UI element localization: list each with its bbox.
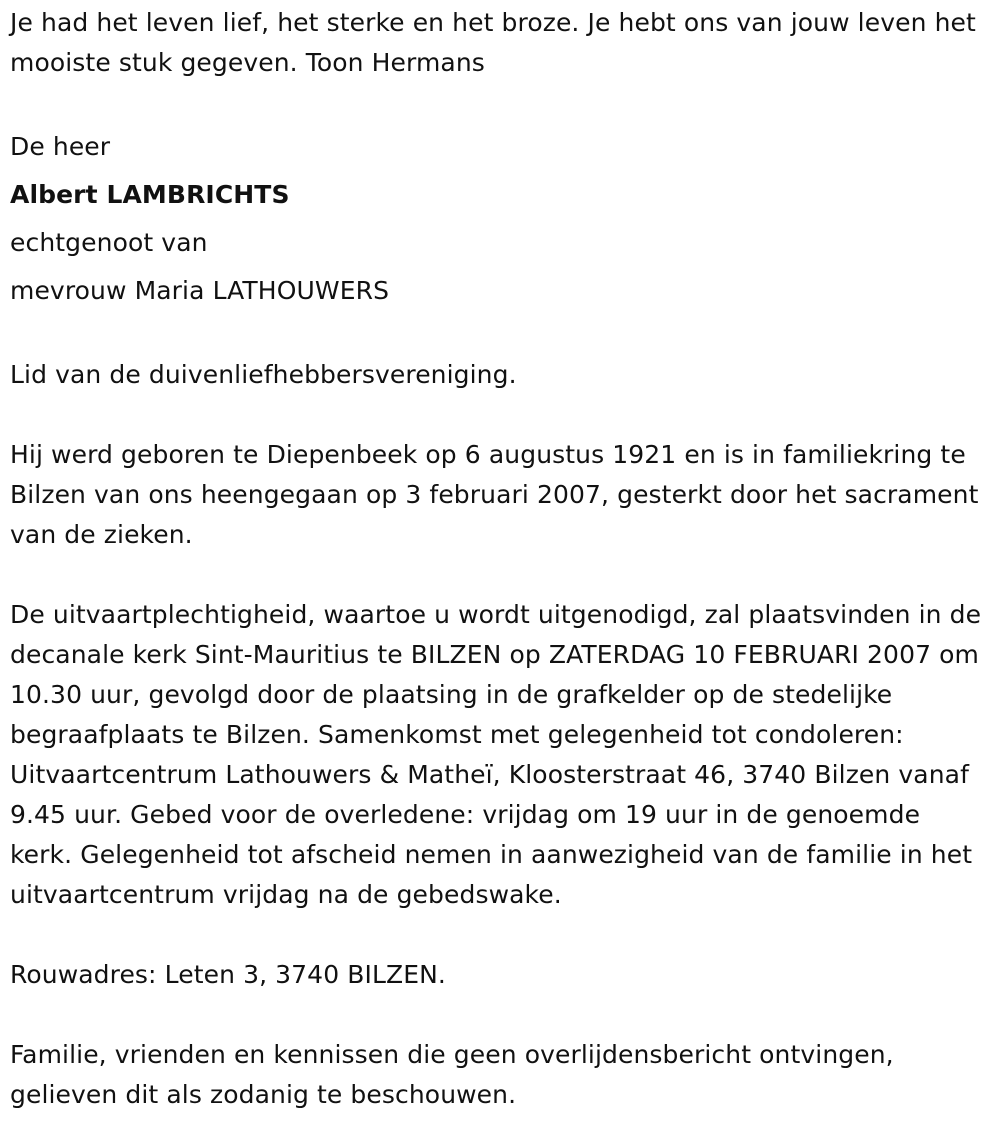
- mourning-address: Rouwadres: Leten 3, 3740 BILZEN.: [10, 960, 446, 989]
- spouse-name: mevrouw Maria LATHOUWERS: [10, 276, 390, 305]
- closing-text: Familie, vrienden en kennissen die geen overlijdensbericht ontvingen, gelieven dit als zodanig te beschouwen.: [10, 1040, 894, 1109]
- deceased-name: Albert LAMBRICHTS: [10, 180, 290, 209]
- memorial-quote: Je had het leven lief, het sterke en het broze. Je hebt ons van jouw leven het mooiste stuk gegeven. Toon Hermans: [10, 8, 976, 77]
- ceremony-text: De uitvaartplechtigheid, waartoe u wordt uitgenodigd, zal plaatsvinden in de decanale kerk Sint-Mauritius te BILZEN op ZATERDAG 10 FEBRUARI 2007 om 10.30 uur, gevolgd door de plaatsing in de grafkelder op de stedelijke begraafplaats te Bilzen. Samenkomst met gelegenheid tot condoleren: Uitvaartcentrum Lathouwers & Matheï, Kloosterstraat 46, 3740 Bilzen vanaf 9.45 uur. Gebed voor de overledene: vrijdag om 19 uur in de genoemde kerk. Gelegenheid tot afscheid nemen in aanwezigheid van de familie in het uitvaartcentrum vrijdag na de gebedswake.: [10, 600, 982, 909]
- birth-death-text: Hij werd geboren te Diepenbeek op 6 augustus 1921 en is in familiekring te Bilzen van ons heengegaan op 3 februari 2007, gesterkt door het sacrament van de zieken.: [10, 440, 979, 549]
- salutation: De heer: [10, 132, 111, 161]
- relation-text: echtgenoot van: [10, 228, 208, 257]
- death-notice: [10, 0, 990, 1115]
- membership-text: Lid van de duivenliefhebbersvereniging.: [10, 360, 517, 389]
